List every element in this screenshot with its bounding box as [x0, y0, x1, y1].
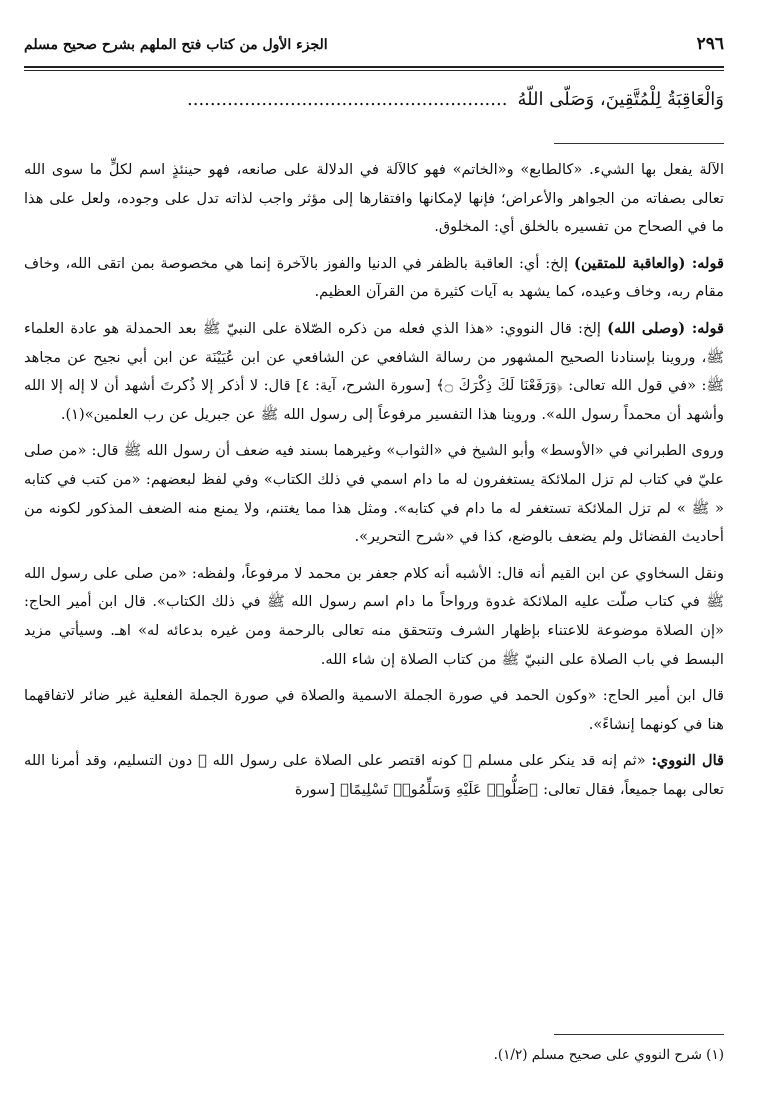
paragraph-text: إلخ: أي: العاقبة بالظفر في الدنيا والفوز بالآخرة إنما هي مخصوصة بمن اتقى الله، وخاف مقام ربه، وخاف وعيده، كما يشهد به آيات كثيرة من القرآن العظيم. — [24, 254, 724, 301]
paragraph-text: الآلة يفعل بها الشيء. «كالطابع» و«الخاتم» فهو كالآلة في الدلالة على صانعه، فهو حينئذٍ اسم لكلٍّ ما سوى الله تعالى بصفاته من الجواهر والأعراض؛ فإنها لإمكانها وافتقارها إلى مؤثر واجب لذاته تدل على وجوده، ولعل على هذا ما في الصحاح من تفسيره بالخلق أي: المخلوق. — [24, 161, 724, 236]
commentary-body — [24, 156, 724, 804]
header-rule-thin — [24, 70, 724, 71]
running-header — [24, 34, 724, 62]
footnote-rule — [554, 1034, 724, 1035]
paragraph — [24, 156, 724, 242]
matn-text: وَالْعَاقِبَةُ لِلْمُتَّقِينَ، وَصَلَّى اللَّهُ — [517, 89, 724, 110]
paragraph — [24, 682, 724, 739]
matn-dots: ........................................................ — [187, 89, 508, 110]
page — [24, 34, 725, 1063]
paragraph — [24, 747, 724, 804]
paragraph-lead: قال النووي: — [651, 752, 724, 770]
paragraph-lead: قوله: (والعاقبة للمتقين) — [574, 254, 724, 272]
paragraph-text: ونقل السخاوي عن ابن القيم أنه قال: الأشبه أنه كلام جعفر بن محمد لا مرفوعاً، ولفظه: «من صلى على رسول الله ﷺ في كتاب صلّت عليه الملائكة غدوة ورواحاً ما دام اسم رسول الله ﷺ في ذلك الكتاب». قال ابن أمير الحاج: «إن الصلاة موضوعة للاعتناء بإظهار الشرف وتتحقق منه تعالى بالرحمة ومن غيره بدعائه له» اهـ. وسيأتي مزيد البسط في باب الصلاة على النبيّ ﷺ من كتاب الصلاة إن شاء الله. — [24, 564, 724, 668]
paragraph — [24, 560, 724, 674]
running-title: الجزء الأول من كتاب فتح الملهم بشرح صحيح مسلم — [24, 37, 328, 53]
paragraph — [24, 250, 724, 307]
section-divider — [554, 143, 724, 144]
paragraph-text: وروى الطبراني في «الأوسط» وأبو الشيخ في «الثواب» وغيرهما بسند فيه ضعف أن رسول الله ﷺ قال: «من صلى عليّ في كتاب لم تزل الملائكة يستغفرون له ما دام اسمي في ذلك الكتاب» وفي لفظ لبعضهم: «من كتب في كتابه « ﷺ » لم تزل الملائكة تستغفر له ما دام في كتابه». ومثل هذا مما يغتنم، ولا يمنع منه الضعف المذكور لكونه من أحاديث الفضائل ولم يضعف بالوضع، كذا في «شرح التحرير». — [24, 442, 724, 546]
paragraph — [24, 315, 724, 429]
paragraph-text: «ثم إنه قد ينكر على مسلم ﷺ كونه اقتصر على الصلاة على رسول الله ﷺ دون التسليم، وقد أمرنا الله تعالى بهما جميعاً، فقال تعالى: ﴿صَلُّوا۟ عَلَيْهِ وَسَلِّمُوا۟ تَسْلِيمًا﴾ [سورة — [24, 752, 724, 798]
header-rule — [24, 66, 724, 68]
matn-line — [24, 85, 724, 115]
page-number: ٢٩٦ — [696, 34, 724, 54]
paragraph-text: إلخ: قال النووي: «هذا الذي فعله من ذكره الصّلاة على النبيّ ﷺ بعد الحمدلة هو عادة العلماء ﷺ، وروينا بإسنادنا الصحيح المشهور من رسالة الشافعي عن الشافعي عن ابن عُيَيْنَة عن ابن أبي نجيح عن مجاهد ﷺ: «في قول الله تعالى: ﴿وَرَفَعْنَا لَكَ ذِكْرَكَ ۝﴾ [سورة الشرح، آية: ٤] قال: لا أذكر إلا ذُكرتَ أشهد أن لا إله إلا الله وأشهد أن محمداً رسول الله». وروينا هذا التفسير مرفوعاً إلى رسول الله ﷺ عن جبريل عن رب العلمين»(١). — [24, 319, 725, 423]
paragraph — [24, 437, 724, 551]
paragraph-lead: قوله: (وصلى الله) — [607, 319, 724, 337]
footnote: (١) شرح النووي على صحيح مسلم (١/٢). — [493, 1047, 724, 1063]
paragraph-text: قال ابن أمير الحاج: «وكون الحمد في صورة الجملة الاسمية والصلاة في صورة الجملة الفعلية غير ضائر لاتفاقهما هنا في كونهما إنشاءً». — [24, 687, 724, 733]
